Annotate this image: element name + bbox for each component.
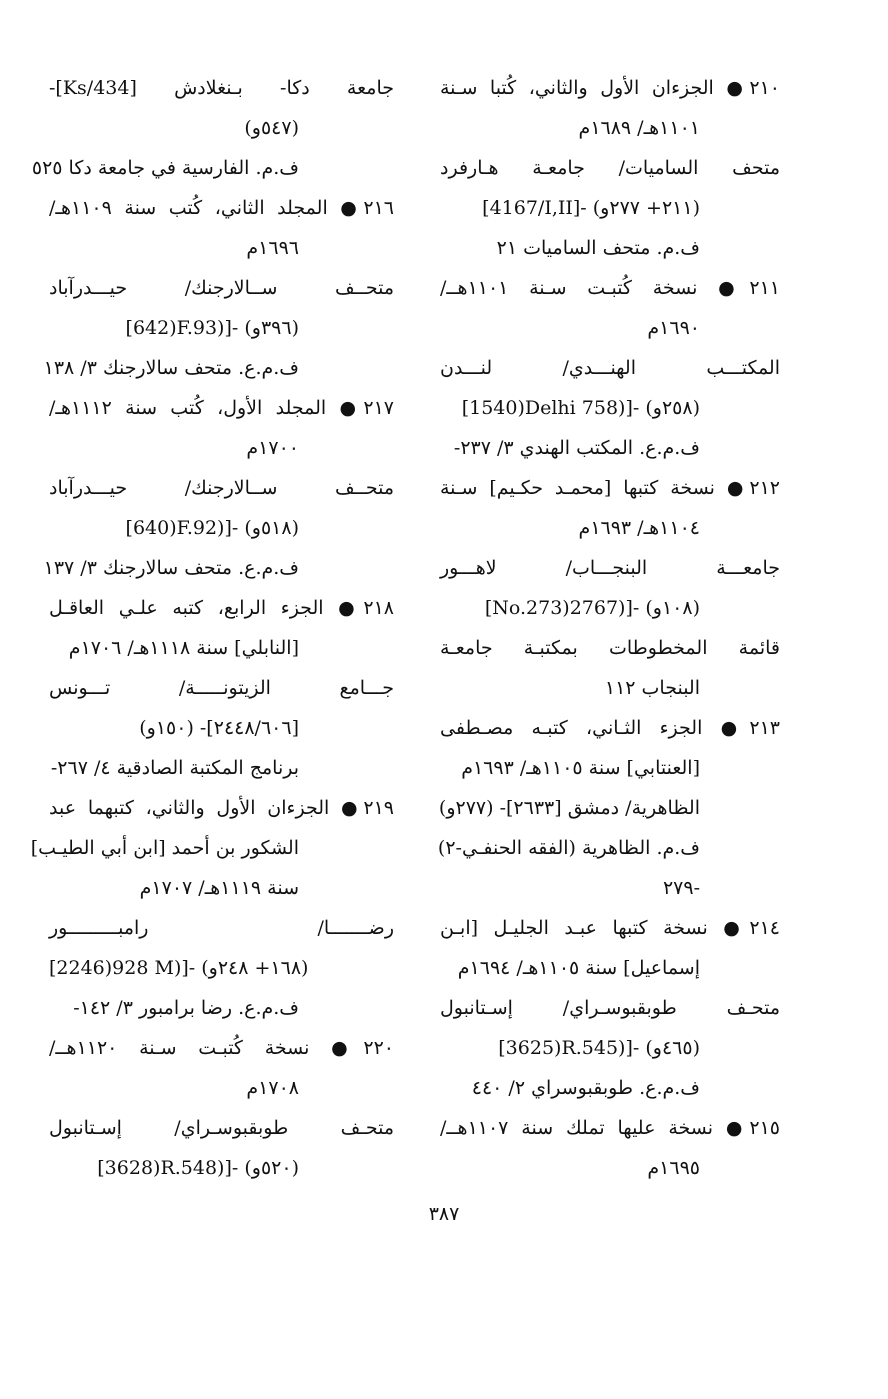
text-line: [No.273)2767)]- (١٠٨و) [484, 597, 700, 619]
text-line: [642)F.93)]- (٣٩٦و) [125, 317, 299, 339]
text-line: ١٧٠٨م [246, 1077, 299, 1099]
text-line: الشكور بن أحمد [ابن أبي الطيـب] [30, 837, 299, 859]
text-line: ٢١٤● نسخة كتبها عبـد الجليـل [ابـن [440, 917, 780, 939]
page-number: ٣٨٧ [428, 1203, 460, 1225]
text-line: ف.م.ع. متحف سالارجنك ٣/ ١٣٧ [43, 557, 299, 579]
text-line: ١١٠٤هـ/ ١٦٩٣م [578, 517, 700, 539]
text-line: سنة ١١١٩هـ/ ١٧٠٧م [139, 877, 299, 899]
text-line: متحــف ســالارجنك/ حيـــدرآباد [49, 277, 394, 299]
text-line: ١٦٩٥م [647, 1157, 700, 1179]
text-line: جامعـــة البنجـــاب/ لاهـــور [440, 557, 780, 579]
text-line: جـــامع الزيتونـــــة/ تـــونس [49, 677, 394, 699]
text-line: ٢١٩● الجزءان الأول والثاني، كتبهما عبد [49, 797, 394, 819]
text-line: ف.م.ع. المكتب الهندي ٣/ ٢٣٧- [453, 437, 700, 459]
text-line: [4167/I,II]- (٢١١+ ٢٧٧و) [482, 197, 700, 219]
text-line: ٢١٢● نسخة كتبها [محمـد حكـيم] سـنة [440, 477, 780, 499]
text-line: ف.م. متحف الساميات ٢١ [496, 237, 700, 259]
text-line: [3628)R.548)]- (٥٢٠و) [97, 1157, 299, 1179]
text-line: ١٦٩٠م [647, 317, 700, 339]
text-line: ١٦٩٦م [246, 237, 299, 259]
text-line: جامعة دكا- بـنغلادش [Ks/434]- [49, 77, 394, 99]
text-line: [1540)Delhi 758)]- (٢٥٨و) [461, 397, 700, 419]
right-column [437, 68, 780, 1188]
text-line: ٢١١● نسخة كُتبـت سـنة ١١٠١هــ/ [440, 277, 780, 299]
text-line: إسماعيل] سنة ١١٠٥هـ/ ١٦٩٤م [457, 957, 700, 979]
text-line: قائمة المخطوطات بمكتبـة جامعـة [440, 637, 780, 659]
text-line: ١١٠١هـ/ ١٦٨٩م [578, 117, 700, 139]
text-line: ٢٧٩- [662, 877, 700, 899]
text-line: ف.م. الفارسية في جامعة دكا ٥٢٥ [31, 157, 299, 179]
text-line: البنجاب ١١٢ [604, 677, 700, 699]
text-line: [3625)R.545)]- (٤٦٥و) [498, 1037, 700, 1059]
text-line: المكتـــب الهنـــدي/ لنـــدن [440, 357, 780, 379]
text-line: رضـــــــا/ رامبـــــــــور [49, 917, 394, 939]
text-line: ف.م. الظاهرية (الفقه الحنفـي-٢) [437, 837, 700, 859]
text-line: متحــف ســالارجنك/ حيـــدرآباد [49, 477, 394, 499]
text-line: متحـف طوبقبوسـراي/ إسـتانبول [49, 1117, 394, 1139]
text-line: برنامج المكتبة الصادقية ٤/ ٢٦٧- [50, 757, 299, 779]
text-line: ف.م.ع. طوبقبوسراي ٢/ ٤٤٠ [471, 1077, 700, 1099]
text-line: الظاهرية/ دمشق [٢٦٣٣]- (٢٧٧و) [438, 797, 700, 819]
text-line: ٢١٠● الجزءان الأول والثاني، كُتبا سـنة [440, 77, 780, 99]
text-line: [٢٤٤٨/٦٠٦]- (١٥٠و) [139, 717, 299, 739]
text-line: متحف الساميات/ جامعـة هـارفرد [440, 157, 780, 179]
text-line: ف.م.ع. متحف سالارجنك ٣/ ١٣٨ [43, 357, 299, 379]
text-line: [العنتابي] سنة ١١٠٥هـ/ ١٦٩٣م [461, 757, 700, 779]
text-line: ٢١٥● نسخة عليها تملك سنة ١١٠٧هــ/ [440, 1117, 780, 1139]
text-line: ٢١٣● الجزء الثـاني، كتبـه مصـطفى [440, 717, 780, 739]
text-line: [2246)928 M)]- (١٦٨+ ٢٤٨و) [49, 957, 309, 979]
text-line: ٢١٦● المجلد الثاني، كُتب سنة ١١٠٩هـ/ [49, 197, 394, 219]
left-column [30, 68, 394, 1188]
text-line: ١٧٠٠م [246, 437, 299, 459]
text-line: ٢١٧● المجلد الأول، كُتب سنة ١١١٢هـ/ [49, 397, 394, 419]
text-line: (٥٤٧و) [244, 117, 299, 139]
text-line: ف.م.ع. رضا برامبور ٣/ ١٤٢- [73, 997, 299, 1019]
text-line: [النابلي] سنة ١١١٨هـ/ ١٧٠٦م [68, 637, 299, 659]
text-line: متحـف طوبقبوسـراي/ إسـتانبول [440, 997, 780, 1019]
text-line: [640)F.92)]- (٥١٨و) [125, 517, 299, 539]
text-line: ٢٢٠● نسخة كُتبـت سـنة ١١٢٠هــ/ [49, 1037, 394, 1059]
text-line: ٢١٨● الجزء الرابع، كتبه علـي العاقـل [49, 597, 394, 619]
